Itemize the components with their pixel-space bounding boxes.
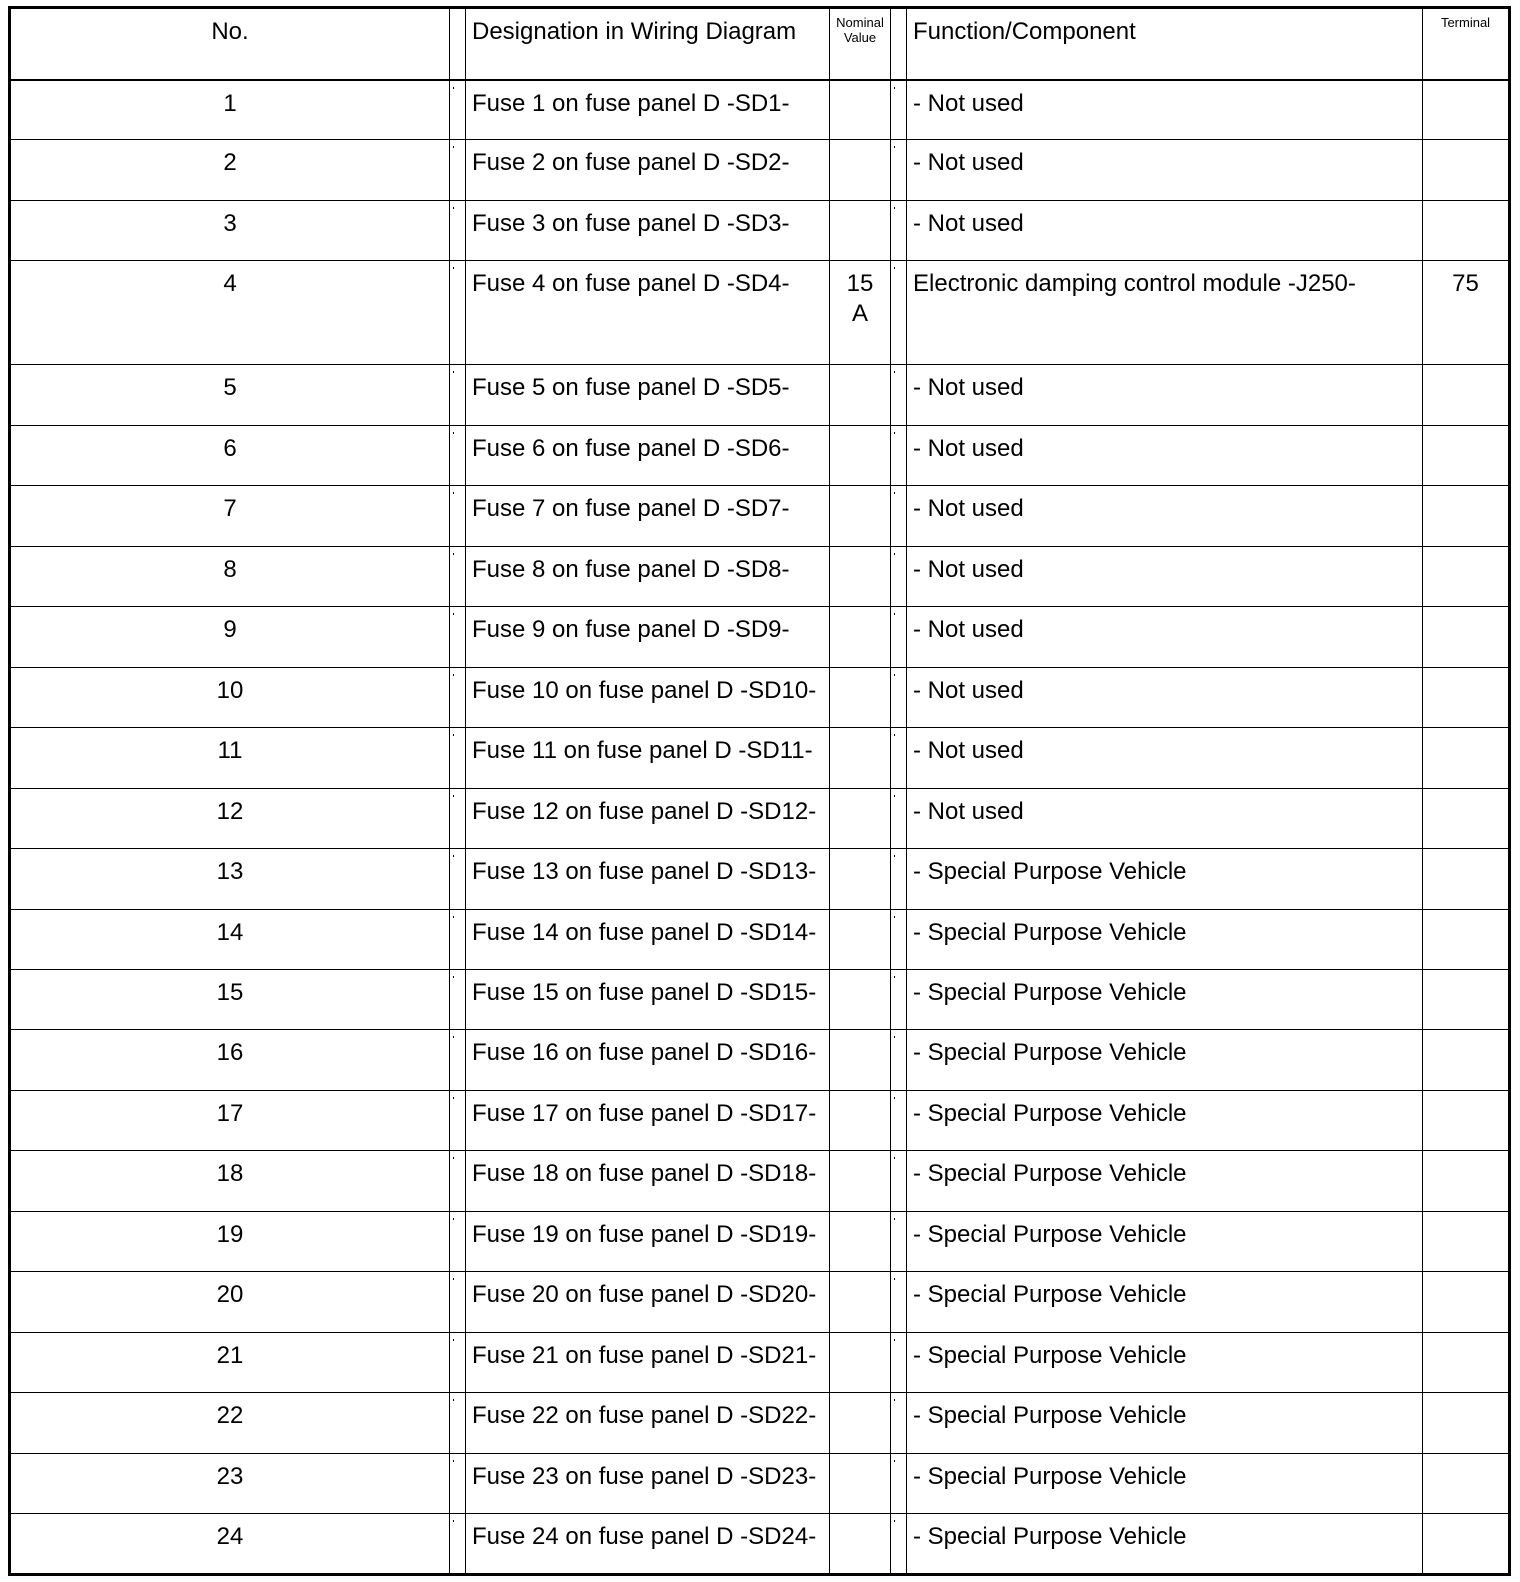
cell-terminal: [1423, 728, 1510, 788]
cell-function: - Special Purpose Vehicle: [907, 1030, 1423, 1090]
cell-terminal: [1423, 486, 1510, 546]
cell-no: 10: [10, 667, 450, 727]
cell-designation: Fuse 6 on fuse panel D -SD6-: [466, 425, 830, 485]
table-row: [10, 546, 1510, 606]
cell-designation: Fuse 7 on fuse panel D -SD7-: [466, 486, 830, 546]
cell-no: 2: [10, 140, 450, 200]
cell-no: 6: [10, 425, 450, 485]
header-designation: Designation in Wiring Diagram: [466, 8, 830, 80]
cell-function: - Not used: [907, 546, 1423, 606]
table-row: [10, 667, 1510, 727]
cell-nominal-value: [830, 365, 891, 425]
cell-function: - Special Purpose Vehicle: [907, 1332, 1423, 1392]
table-row: [10, 425, 1510, 485]
cell-spacer: [891, 728, 907, 788]
cell-terminal: [1423, 1090, 1510, 1150]
cell-terminal: [1423, 969, 1510, 1029]
cell-spacer: [450, 365, 466, 425]
table-row: [10, 80, 1510, 140]
cell-terminal: [1423, 1151, 1510, 1211]
cell-no: 9: [10, 607, 450, 667]
cell-spacer: [450, 1393, 466, 1453]
cell-spacer: [450, 969, 466, 1029]
cell-function: - Special Purpose Vehicle: [907, 909, 1423, 969]
cell-nominal-value: [830, 788, 891, 848]
cell-no: 23: [10, 1453, 450, 1513]
cell-function: - Not used: [907, 200, 1423, 260]
cell-spacer: [450, 1030, 466, 1090]
cell-designation: Fuse 21 on fuse panel D -SD21-: [466, 1332, 830, 1392]
cell-terminal: [1423, 1272, 1510, 1332]
cell-function: - Special Purpose Vehicle: [907, 1211, 1423, 1271]
cell-spacer: [891, 1332, 907, 1392]
cell-no: 7: [10, 486, 450, 546]
cell-terminal: [1423, 1393, 1510, 1453]
cell-terminal: [1423, 1514, 1510, 1575]
cell-spacer: [450, 849, 466, 909]
header-nominal-line2: Value: [843, 30, 877, 45]
table-row: [10, 1393, 1510, 1453]
cell-spacer: [891, 365, 907, 425]
table-row: [10, 607, 1510, 667]
cell-spacer: [450, 1332, 466, 1392]
cell-nominal-value: [830, 1272, 891, 1332]
cell-spacer: [450, 261, 466, 365]
table-row: [10, 1332, 1510, 1392]
cell-spacer: [450, 1453, 466, 1513]
cell-designation: Fuse 19 on fuse panel D -SD19-: [466, 1211, 830, 1271]
cell-terminal: [1423, 200, 1510, 260]
cell-spacer: [891, 80, 907, 140]
cell-designation: Fuse 23 on fuse panel D -SD23-: [466, 1453, 830, 1513]
table-row: [10, 365, 1510, 425]
cell-spacer: [891, 969, 907, 1029]
cell-nominal-value: [830, 909, 891, 969]
cell-function: - Not used: [907, 788, 1423, 848]
cell-no: 12: [10, 788, 450, 848]
cell-designation: Fuse 20 on fuse panel D -SD20-: [466, 1272, 830, 1332]
cell-no: 13: [10, 849, 450, 909]
cell-no: 8: [10, 546, 450, 606]
header-no: No.: [10, 8, 450, 80]
table-row: [10, 1453, 1510, 1513]
table-row: [10, 1514, 1510, 1575]
table-row: [10, 788, 1510, 848]
table-row: [10, 200, 1510, 260]
cell-spacer: [450, 607, 466, 667]
cell-designation: Fuse 14 on fuse panel D -SD14-: [466, 909, 830, 969]
cell-no: 4: [10, 261, 450, 365]
table-row: [10, 1090, 1510, 1150]
cell-designation: Fuse 18 on fuse panel D -SD18-: [466, 1151, 830, 1211]
cell-no: 24: [10, 1514, 450, 1575]
cell-spacer: [891, 667, 907, 727]
cell-terminal: [1423, 849, 1510, 909]
cell-spacer: [891, 607, 907, 667]
header-nominal-line1: Nominal: [836, 15, 884, 30]
table-row: [10, 261, 1510, 365]
cell-nominal-value: [830, 1514, 891, 1575]
cell-spacer: [450, 728, 466, 788]
table-row: [10, 849, 1510, 909]
cell-function: - Not used: [907, 667, 1423, 727]
cell-no: 5: [10, 365, 450, 425]
cell-function: - Not used: [907, 365, 1423, 425]
cell-designation: Fuse 3 on fuse panel D -SD3-: [466, 200, 830, 260]
cell-designation: Fuse 4 on fuse panel D -SD4-: [466, 261, 830, 365]
cell-spacer: [450, 200, 466, 260]
cell-nominal-value: [830, 1151, 891, 1211]
cell-function: - Special Purpose Vehicle: [907, 1090, 1423, 1150]
cell-spacer: [450, 1272, 466, 1332]
cell-designation: Fuse 13 on fuse panel D -SD13-: [466, 849, 830, 909]
cell-nominal-value: [830, 1211, 891, 1271]
cell-designation: Fuse 8 on fuse panel D -SD8-: [466, 546, 830, 606]
cell-spacer: [450, 140, 466, 200]
cell-nominal-value: [830, 849, 891, 909]
cell-designation: Fuse 16 on fuse panel D -SD16-: [466, 1030, 830, 1090]
table-row: [10, 1151, 1510, 1211]
cell-terminal: [1423, 607, 1510, 667]
cell-spacer: [450, 425, 466, 485]
cell-nominal-value: [830, 728, 891, 788]
cell-spacer: [450, 1514, 466, 1575]
cell-designation: Fuse 12 on fuse panel D -SD12-: [466, 788, 830, 848]
cell-function: - Special Purpose Vehicle: [907, 969, 1423, 1029]
cell-designation: Fuse 17 on fuse panel D -SD17-: [466, 1090, 830, 1150]
cell-no: 20: [10, 1272, 450, 1332]
cell-no: 17: [10, 1090, 450, 1150]
cell-terminal: [1423, 1030, 1510, 1090]
cell-spacer: [891, 1272, 907, 1332]
cell-spacer: [891, 546, 907, 606]
cell-no: 22: [10, 1393, 450, 1453]
cell-spacer: [450, 1090, 466, 1150]
cell-spacer: [450, 909, 466, 969]
cell-spacer: [891, 1030, 907, 1090]
cell-nominal-value: [830, 1453, 891, 1513]
cell-nominal-value: [830, 200, 891, 260]
header-terminal: Terminal: [1423, 8, 1510, 80]
cell-designation: Fuse 22 on fuse panel D -SD22-: [466, 1393, 830, 1453]
cell-nominal-value: [830, 1393, 891, 1453]
cell-spacer: [891, 909, 907, 969]
cell-function: - Not used: [907, 140, 1423, 200]
table-row: [10, 728, 1510, 788]
table-row: [10, 909, 1510, 969]
cell-terminal: [1423, 788, 1510, 848]
cell-function: - Not used: [907, 425, 1423, 485]
cell-function: - Special Purpose Vehicle: [907, 1393, 1423, 1453]
cell-designation: Fuse 1 on fuse panel D -SD1-: [466, 80, 830, 140]
cell-nominal-value: [830, 80, 891, 140]
cell-spacer: [450, 1211, 466, 1271]
cell-no: 21: [10, 1332, 450, 1392]
cell-no: 3: [10, 200, 450, 260]
cell-no: 19: [10, 1211, 450, 1271]
cell-no: 16: [10, 1030, 450, 1090]
header-function: Function/Component: [907, 8, 1423, 80]
cell-nominal-value: 15 A: [830, 261, 891, 365]
cell-function: - Not used: [907, 486, 1423, 546]
cell-function: Electronic damping control module -J250-: [907, 261, 1423, 365]
cell-terminal: [1423, 425, 1510, 485]
cell-terminal: [1423, 80, 1510, 140]
cell-spacer: [891, 425, 907, 485]
cell-nominal-value: [830, 486, 891, 546]
header-nominal-value: [830, 8, 891, 80]
cell-terminal: [1423, 1211, 1510, 1271]
fuse-table: [8, 6, 1511, 1576]
cell-terminal: 75: [1423, 261, 1510, 365]
cell-nominal-value: [830, 969, 891, 1029]
cell-spacer: [891, 200, 907, 260]
cell-designation: Fuse 9 on fuse panel D -SD9-: [466, 607, 830, 667]
cell-no: 1: [10, 80, 450, 140]
cell-designation: Fuse 10 on fuse panel D -SD10-: [466, 667, 830, 727]
header-spacer: [450, 8, 466, 80]
cell-function: - Not used: [907, 607, 1423, 667]
cell-nominal-value: [830, 546, 891, 606]
cell-designation: Fuse 15 on fuse panel D -SD15-: [466, 969, 830, 1029]
cell-designation: Fuse 24 on fuse panel D -SD24-: [466, 1514, 830, 1575]
table-header-row: [10, 8, 1510, 80]
cell-function: - Special Purpose Vehicle: [907, 849, 1423, 909]
cell-spacer: [891, 1393, 907, 1453]
cell-designation: Fuse 2 on fuse panel D -SD2-: [466, 140, 830, 200]
cell-spacer: [450, 486, 466, 546]
cell-function: - Special Purpose Vehicle: [907, 1272, 1423, 1332]
cell-designation: Fuse 11 on fuse panel D -SD11-: [466, 728, 830, 788]
cell-nominal-value: [830, 1030, 891, 1090]
cell-no: 18: [10, 1151, 450, 1211]
cell-spacer: [891, 788, 907, 848]
table-row: [10, 969, 1510, 1029]
table-row: [10, 1211, 1510, 1271]
cell-no: 11: [10, 728, 450, 788]
cell-terminal: [1423, 546, 1510, 606]
cell-spacer: [891, 1211, 907, 1271]
cell-spacer: [891, 261, 907, 365]
cell-no: 15: [10, 969, 450, 1029]
cell-function: - Not used: [907, 728, 1423, 788]
cell-nominal-value: [830, 667, 891, 727]
cell-spacer: [450, 546, 466, 606]
cell-spacer: [891, 1514, 907, 1575]
table-row: [10, 140, 1510, 200]
cell-spacer: [891, 486, 907, 546]
table-row: [10, 1030, 1510, 1090]
cell-spacer: [891, 1151, 907, 1211]
table-row: [10, 486, 1510, 546]
cell-function: - Special Purpose Vehicle: [907, 1151, 1423, 1211]
cell-designation: Fuse 5 on fuse panel D -SD5-: [466, 365, 830, 425]
cell-nominal-value: [830, 1332, 891, 1392]
cell-spacer: [891, 140, 907, 200]
cell-terminal: [1423, 140, 1510, 200]
cell-spacer: [891, 849, 907, 909]
cell-nominal-value: [830, 425, 891, 485]
cell-terminal: [1423, 1453, 1510, 1513]
table-row: [10, 1272, 1510, 1332]
header-spacer: [891, 8, 907, 80]
cell-spacer: [450, 1151, 466, 1211]
cell-terminal: [1423, 909, 1510, 969]
cell-spacer: [450, 667, 466, 727]
cell-function: - Not used: [907, 80, 1423, 140]
cell-function: - Special Purpose Vehicle: [907, 1453, 1423, 1513]
cell-terminal: [1423, 1332, 1510, 1392]
cell-spacer: [450, 80, 466, 140]
cell-terminal: [1423, 667, 1510, 727]
cell-function: - Special Purpose Vehicle: [907, 1514, 1423, 1575]
cell-terminal: [1423, 365, 1510, 425]
cell-nominal-value: [830, 140, 891, 200]
cell-nominal-value: [830, 1090, 891, 1150]
cell-spacer: [891, 1090, 907, 1150]
cell-nominal-value: [830, 607, 891, 667]
cell-spacer: [450, 788, 466, 848]
cell-no: 14: [10, 909, 450, 969]
cell-spacer: [891, 1453, 907, 1513]
